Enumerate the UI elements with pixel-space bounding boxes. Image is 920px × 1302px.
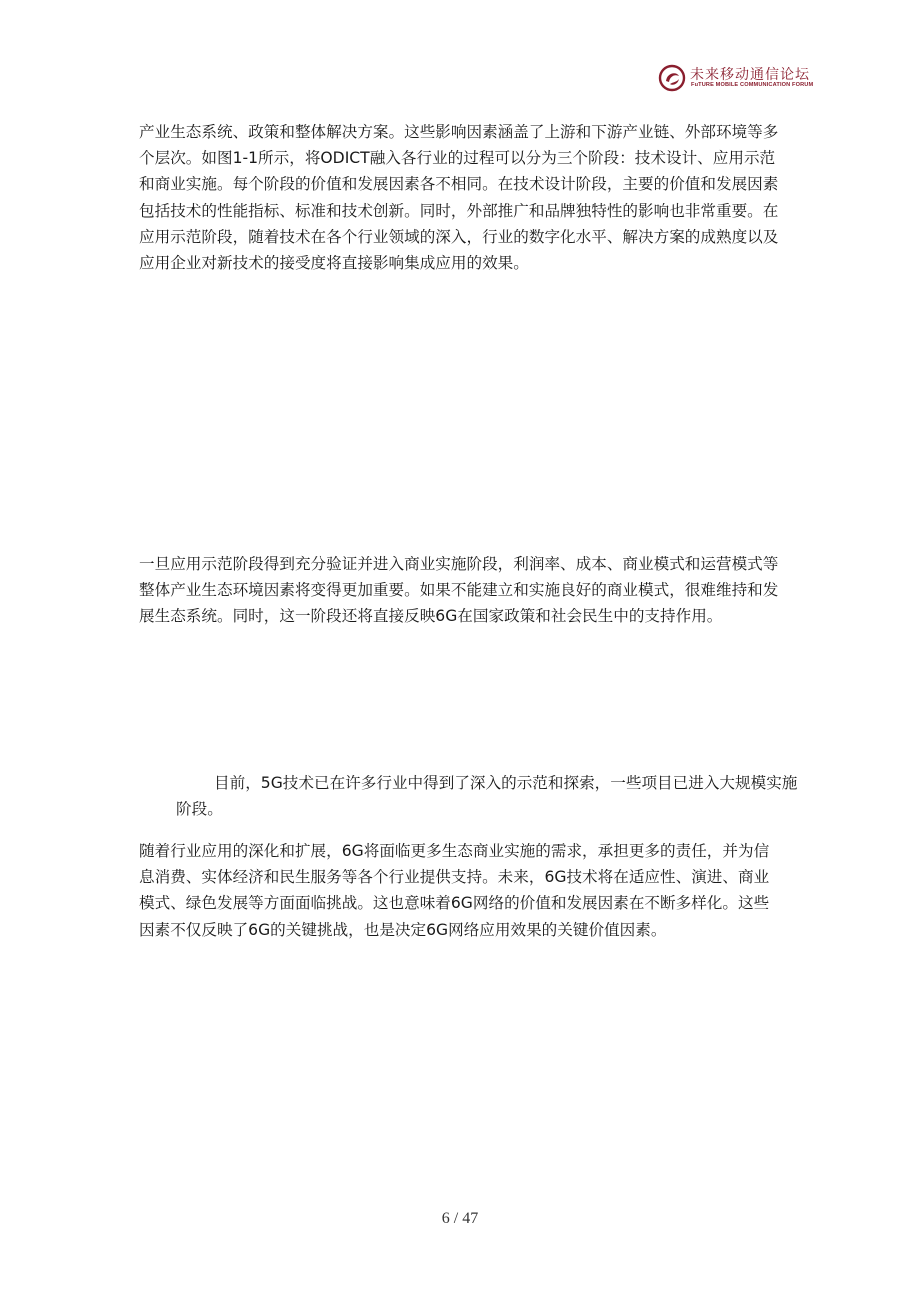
forum-logo	[658, 62, 818, 96]
logo-chinese-name: 未来移动通信论坛	[690, 67, 810, 83]
body-paragraph-3: 目前，5G技术已在许多行业中得到了深入的示范和探索，一些项目已进入大规模实施阶段。	[176, 774, 798, 819]
body-paragraph-2: 一旦应用示范阶段得到充分验证并进入商业实施阶段，利润率、成本、商业模式和运营模式等整体产业生态环境因素将变得更加重要。如果不能建立和实施良好的商业模式，很难维持和发展生态系统。同时，这一阶段还将直接反映6G在国家政策和社会民生中的支持作用。	[139, 555, 779, 626]
forum-logo-icon	[658, 64, 686, 92]
logo-english-name: FuTURE MOBILE COMMUNICATION FORUM	[691, 82, 814, 88]
page-number: 6 / 47	[441, 1210, 479, 1227]
body-paragraph-4: 随着行业应用的深化和扩展，6G将面临更多生态商业实施的需求，承担更多的责任，并为信息消费、实体经济和民生服务等各个行业提供支持。未来，6G技术将在适应性、演进、商业模式、绿色发展等方面面临挑战。这也意味着6G网络的价值和发展因素在不断多样化。这些因素不仅反映了6G的关键挑战，也是决定6G网络应用效果的关键价值因素。	[139, 842, 770, 939]
body-paragraph-1: 产业生态系统、政策和整体解决方案。这些影响因素涵盖了上游和下游产业链、外部环境等多个层次。如图1-1所示，将ODICT融入各行业的过程可以分为三个阶段：技术设计、应用示范和商业实施。每个阶段的价值和发展因素各不相同。在技术设计阶段，主要的价值和发展因素包括技术的性能指标、标准和技术创新。同时，外部推广和品牌独特性的影响也非常重要。在应用示范阶段，随着技术在各个行业领域的深入，行业的数字化水平、解决方案的成熟度以及应用企业对新技术的接受度将直接影响集成应用的效果。	[139, 123, 779, 273]
